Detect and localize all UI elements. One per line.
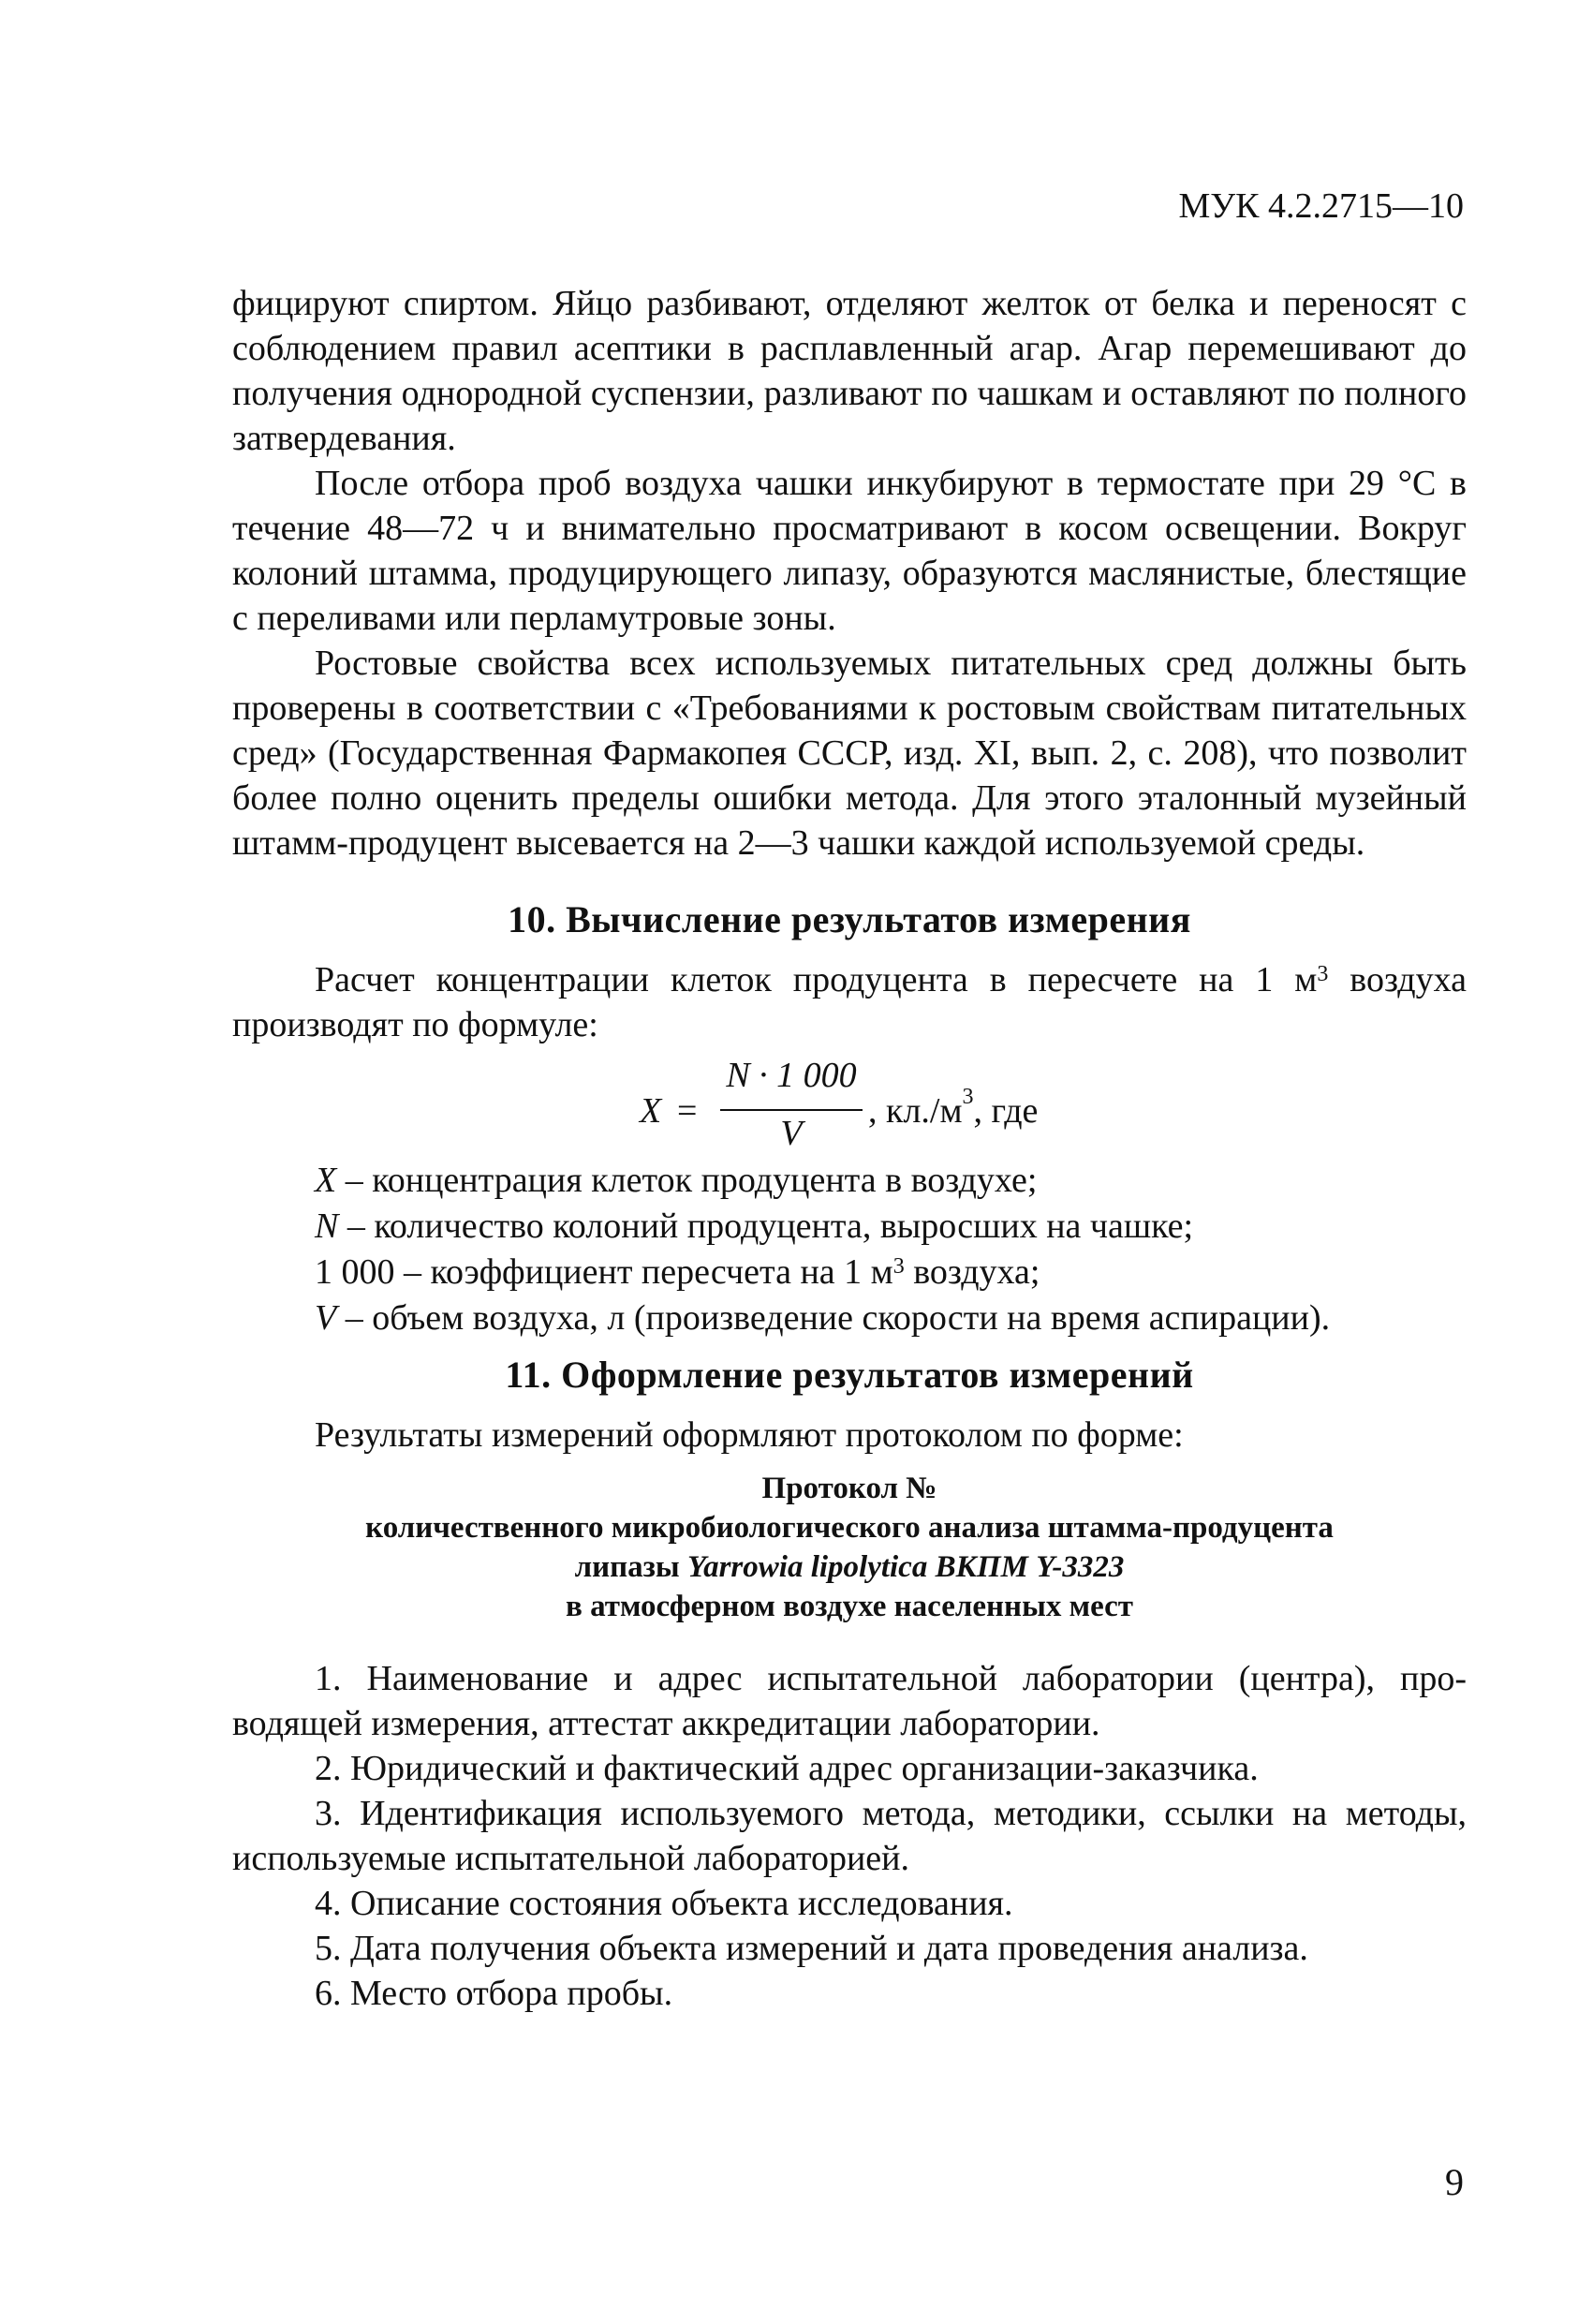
list-item: 4. Описание состояния объекта исследования. <box>315 1884 1013 1923</box>
symbol: V <box>315 1298 337 1338</box>
section-10-heading: 10. Вычисление результатов измерения <box>508 898 1191 940</box>
protocol-title-line: в атмосферном воздухе населенных мест <box>566 1590 1133 1623</box>
definition-text: воздуха; <box>904 1252 1040 1292</box>
symbol: N <box>315 1206 339 1246</box>
list-item: 6. Место отбора пробы. <box>315 1974 673 2013</box>
paragraph: фицируют спиртом. Яйцо разбивают, отделяют желток от белка и переносят с соблюдением правил асептики в расплавленный агар. Агар перемешивают до получения однородной суспензии, разливают по чашкам и оставляют по полного затвердевания. <box>232 284 1467 458</box>
section-11-intro <box>232 1413 1467 1458</box>
symbol: X <box>315 1161 337 1200</box>
list-item: 2. Юридический и фактический адрес организации-заказчика. <box>315 1749 1259 1788</box>
definition-text: – концентрация клеток продуцента в воздухе; <box>336 1161 1038 1200</box>
numerator-text: N · 1 000 <box>726 1056 857 1095</box>
denominator-text: V <box>780 1114 803 1153</box>
protocol-title-line: Протокол № <box>761 1472 937 1505</box>
superscript: 3 <box>892 1254 905 1279</box>
list-item: 1. Наименование и адрес испытательной лаборатории (центра), проводящей измерения, аттестат аккредитации лаборатории. <box>232 1659 1467 1743</box>
fraction-denominator <box>716 1113 866 1154</box>
section-10-intro <box>232 957 1467 1047</box>
definition-item <box>315 1295 1330 1341</box>
definition-text: 1 000 – коэффициент пересчета на 1 м <box>315 1252 893 1292</box>
protocol-title-line <box>232 1547 1467 1587</box>
document-code: МУК 4.2.2715—10 <box>1178 186 1464 226</box>
definition-item <box>315 1204 1330 1250</box>
text-run: , где <box>973 1091 1039 1131</box>
text-run: , кл./м <box>868 1091 963 1131</box>
formula-unit <box>868 1085 1039 1132</box>
paragraph: После отбора проб воздуха чашки инкубируют в термостате при 29 °С в течение 48—72 ч и внимательно просматривают в косом освещении. Вокруг колоний штамма, продуцирующего липазу, образуются маслянистые, блестящие с переливами или перламутровые зоны. <box>232 464 1467 638</box>
definition-item <box>315 1158 1330 1204</box>
fraction-bar <box>720 1109 863 1111</box>
list-item: 3. Идентификация используемого метода, методики, ссылки на методы, используемые испытательной лабораторией. <box>232 1794 1467 1878</box>
text-run: липазы <box>574 1550 687 1584</box>
page-number: 9 <box>1445 2161 1464 2203</box>
intro-text <box>232 281 1467 866</box>
paragraph: Результаты измерений оформляют протоколом по форме: <box>315 1415 1184 1455</box>
protocol-title-line: количественного микробиологического анализа штамма-продуцента <box>365 1511 1334 1545</box>
paragraph <box>232 957 1467 1047</box>
fraction-numerator <box>716 1055 866 1096</box>
paragraph: Ростовые свойства всех используемых питательных сред должны быть проверены в соответствии с «Требованиями к ростовым свойствам питательных сред» (Государственная Фармакопея СССР, изд. XI, вып. 2, с. 208), что позволит более полно оценить пределы ошибки метода. Для этого эталонный музейный штамм-продуцент высевается на 2—3 чашки каждой используемой среды. <box>232 644 1467 863</box>
protocol-title <box>232 1469 1467 1626</box>
superscript: 3 <box>962 1085 974 1109</box>
definitions-list <box>315 1158 1330 1341</box>
text-run: Расчет концентрации клеток продуцента в пересчете на 1 м <box>315 960 1318 999</box>
superscript: 3 <box>1317 962 1329 986</box>
list-item: 5. Дата получения объекта измерений и дата проведения анализа. <box>315 1929 1308 1968</box>
text-run: воздуха производят по формуле: <box>232 960 1467 1044</box>
definition-item <box>315 1250 1330 1295</box>
strain-name: Yarrowia lipolytica ВКПМ Y-3323 <box>686 1550 1125 1584</box>
definition-text: – объем воздуха, л (произведение скорости на время аспирации). <box>336 1298 1331 1338</box>
formula-lhs: X <box>640 1091 662 1131</box>
definition-text: – количество колоний продуцента, выросших на чашке; <box>338 1206 1194 1246</box>
section-11-heading: 11. Оформление результатов измерений <box>505 1354 1194 1396</box>
protocol-items <box>232 1656 1467 2016</box>
formula-equals: = <box>677 1091 698 1131</box>
